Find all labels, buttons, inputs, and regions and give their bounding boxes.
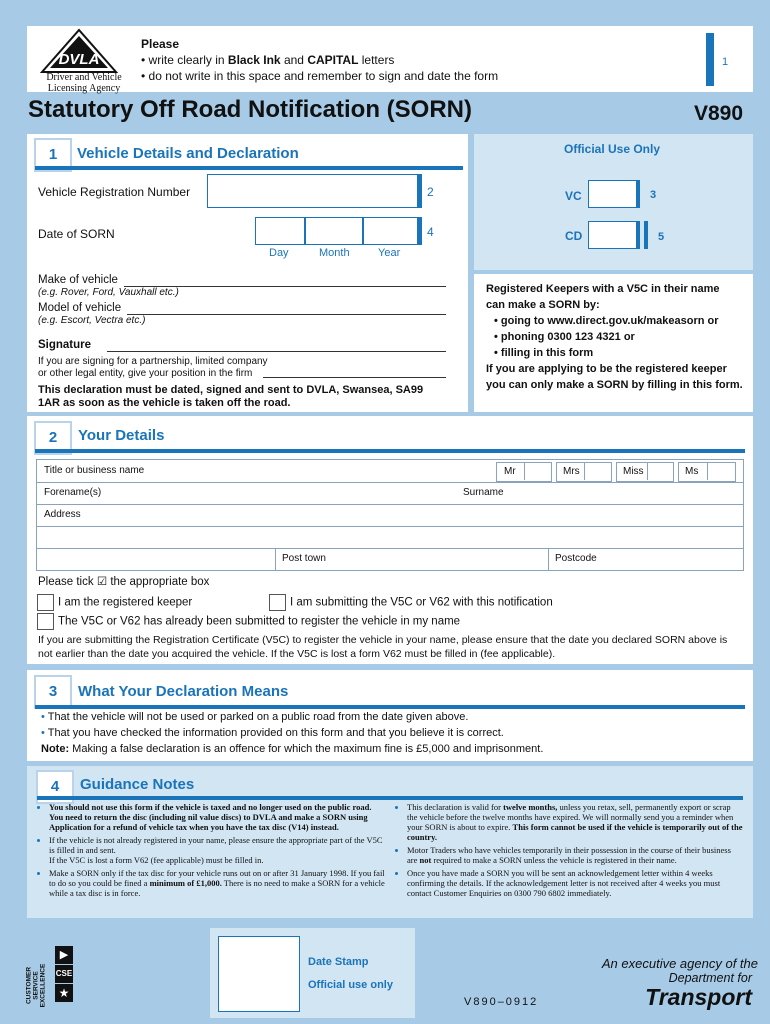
section4-panel <box>27 766 753 918</box>
instruction-2: • do not write in this space and remember to sign and date the form <box>141 69 499 83</box>
instructions-please: Please <box>141 37 180 51</box>
logo-lettering: DVLA <box>58 51 100 68</box>
mrs-label: Mrs <box>563 466 580 477</box>
guidance-left-3: • Make a SORN only if the tax disc for your vehicle runs out on or after 31 January 1998. If you fail to do so you could be fined a minimum of £1,000. There is no need to make a SORN for a vehicle while a tax disc is in force. <box>49 868 387 898</box>
signing-note-2: or other legal entity, give your position in the firm <box>38 368 253 379</box>
make-label: Make of vehicle <box>38 274 118 286</box>
keepers-item-3: • filling in this form <box>494 347 594 359</box>
dvla-logo <box>34 28 124 74</box>
form-version: V890–0912 <box>464 996 539 1008</box>
date-year-label: Year <box>378 247 401 259</box>
vrn-input[interactable] <box>207 174 419 208</box>
cd-ref: 5 <box>658 231 665 243</box>
option-registered-keeper[interactable] <box>37 594 192 611</box>
tick-instruction: Please tick ☑ the appropriate box <box>38 576 210 588</box>
signature-label: Signature <box>38 339 92 351</box>
vc-input[interactable] <box>588 180 638 208</box>
position-input[interactable] <box>263 367 446 378</box>
signature-input[interactable] <box>107 339 446 352</box>
miss-label: Miss <box>623 466 644 477</box>
date-stamp-panel <box>210 928 415 1018</box>
section3-title-rule <box>35 705 745 709</box>
mr-box[interactable] <box>524 462 551 480</box>
keepers-footer: If you are applying to be the registered keeper you can only make a SORN by filling in this form. <box>486 363 743 391</box>
dft-line2: Department for <box>668 971 752 985</box>
option-already-submitted[interactable] <box>37 613 460 630</box>
forename-label: Forename(s) <box>44 487 102 498</box>
section1-title-rule <box>35 166 463 170</box>
keepers-panel <box>474 274 753 412</box>
option-submitting-v5c-label: I am submitting the V5C or V62 with this notification <box>290 596 553 609</box>
title-input[interactable] <box>37 460 492 481</box>
postcode-label: Postcode <box>555 553 597 564</box>
submitting-v5c-checkbox[interactable] <box>269 594 286 611</box>
cd-end-bar <box>636 221 640 249</box>
keepers-item-2: • phoning 0300 123 4321 or <box>494 331 635 343</box>
date-ref: 4 <box>427 225 434 239</box>
cse-label-text: CUSTOMER SERVICE EXCELLENCE <box>25 963 47 1008</box>
keepers-item-1: • going to www.direct.gov.uk/makeasorn or <box>494 315 719 327</box>
miss-box[interactable] <box>647 462 673 480</box>
declaration-item-1: • That the vehicle will not be used or parked on a public road from the date given above. <box>41 711 469 723</box>
cse-star-icon: ★ <box>55 984 73 1002</box>
cse-arrow-icon: ▶ <box>55 946 73 964</box>
guidance-right-3: • Once you have made a SORN you will be sent an acknowledgement letter within 4 weeks confirming the details. If the acknowledgement letter is not received after 4 weeks you must contact Customer Enquiries on 0300 790 6802 immediately. <box>407 868 743 898</box>
guidance-left-1: • You should not use this form if the vehicle is taxed and no longer used on the public road. You need to return the disc (including nil value discs) to DVLA and make a SORN using Application for a refund of vehicle tax when you have the tax disc (V14) instead. <box>49 802 387 832</box>
section2-number: 2 <box>34 421 72 455</box>
date-input-year[interactable] <box>363 217 419 245</box>
surname-input[interactable] <box>457 483 743 504</box>
ms-label: Ms <box>685 466 699 477</box>
declaration-item-2: • That you have checked the information provided on this form and that you believe it is correct. <box>41 727 504 739</box>
vc-end-bar <box>636 180 640 208</box>
date-input-day[interactable] <box>255 217 305 245</box>
details-table <box>36 459 744 571</box>
form-code: V890 <box>694 102 744 125</box>
postcode-input[interactable] <box>548 549 744 570</box>
date-month-label: Month <box>319 247 350 259</box>
vrn-input-end-bar <box>417 174 422 208</box>
dft-line3: Transport <box>645 984 752 1010</box>
page-marker: 1 <box>722 56 729 68</box>
surname-label: Surname <box>463 487 504 498</box>
forename-input[interactable] <box>37 483 457 504</box>
section4-number: 4 <box>36 770 74 804</box>
ms-box[interactable] <box>707 462 735 480</box>
cd-input[interactable] <box>588 221 638 249</box>
cse-label <box>24 955 48 1011</box>
section1-title: Vehicle Details and Declaration <box>77 145 299 162</box>
page-marker-bar <box>706 33 714 86</box>
official-use-title: Official Use Only <box>563 142 661 156</box>
date-stamp-label: Date Stamp <box>308 956 369 968</box>
post-town-label: Post town <box>282 553 326 564</box>
tick-mark-icon: ☑ <box>96 576 108 588</box>
cse-badge: CSE <box>55 965 73 983</box>
guidance-right-1: • This declaration is valid for twelve months, unless you retax, sell, permanently export or scrap the vehicle before the twelve months have expired. We will normally send you a reminder when your SORN is about to expire. This form cannot be used if the vehicle is temporarily out of the country. <box>407 802 743 842</box>
section3-title: What Your Declaration Means <box>78 683 289 700</box>
make-input[interactable] <box>124 274 446 287</box>
vrn-label: Vehicle Registration Number <box>38 185 191 199</box>
vc-label: VC <box>565 189 582 203</box>
vrn-ref: 2 <box>427 185 434 199</box>
declaration-note: Note: Making a false declaration is an offence for which the maximum fine is £5,000 and imprisonment. <box>41 743 544 755</box>
instructions <box>141 36 498 84</box>
date-input-month[interactable] <box>305 217 363 245</box>
section3-number: 3 <box>34 675 72 709</box>
section2-panel <box>27 416 753 664</box>
keepers-line2: can make a SORN by: <box>486 299 600 311</box>
address-input-line3[interactable] <box>37 549 275 570</box>
date-day-label: Day <box>269 247 289 259</box>
mr-label: Mr <box>504 466 516 477</box>
keepers-line1: Registered Keepers with a V5C in their name <box>486 283 720 295</box>
guidance-right-column <box>395 802 743 901</box>
section4-title-rule <box>37 796 743 800</box>
miss-option[interactable] <box>616 462 674 482</box>
cd-label: CD <box>565 229 583 243</box>
option-registered-keeper-label: I am the registered keeper <box>58 596 193 609</box>
cd-end-bar-2 <box>644 221 648 249</box>
signing-note-1: If you are signing for a partnership, limited company <box>38 356 268 367</box>
section2-note: If you are submitting the Registration Certificate (V5C) to register the vehicle in your name, please ensure that the date you declared SORN above is not earlier than the date you acquired the vehicle. If the V5C is lost a form V62 must be filled in (fee applicable). <box>38 634 728 660</box>
guidance-left-column <box>37 802 387 901</box>
address-input-line1[interactable] <box>37 505 743 526</box>
official-use-panel <box>474 134 753 270</box>
dft-branding <box>540 956 758 1009</box>
date-label: Date of SORN <box>38 227 115 241</box>
keepers-intro <box>486 281 748 393</box>
section2-title-rule <box>35 449 745 453</box>
agency-name <box>34 72 134 94</box>
mrs-box[interactable] <box>584 462 611 480</box>
section4-title: Guidance Notes <box>80 776 195 793</box>
section2-title: Your Details <box>78 427 165 444</box>
option-submitting-v5c[interactable] <box>269 594 553 611</box>
mrs-option[interactable] <box>556 462 612 482</box>
post-town-input[interactable] <box>275 549 548 570</box>
dft-line1: An executive agency of the <box>601 956 758 971</box>
declaration-note: This declaration must be dated, signed and sent to DVLA, Swansea, SA99 1AR as soon as the vehicle is taken off the road. <box>38 384 424 409</box>
section1-panel <box>27 134 468 412</box>
registered-keeper-checkbox[interactable] <box>37 594 54 611</box>
section1-number: 1 <box>34 138 72 172</box>
vc-ref: 3 <box>650 189 657 201</box>
make-hint: (e.g. Rover, Ford, Vauxhall etc.) <box>38 287 179 298</box>
official-use-label: Official use only <box>308 979 393 991</box>
date-input-end-bar <box>417 217 422 245</box>
address-input-line2[interactable] <box>37 527 743 548</box>
address-label: Address <box>44 509 81 520</box>
guidance-right-2: • Motor Traders who have vehicles temporarily in their possession in the course of their business are not required to make a SORN unless the vehicle is registered in their name. <box>407 845 743 865</box>
date-stamp-box[interactable] <box>218 936 300 1012</box>
agency-name-line1: Driver and Vehicle <box>46 72 122 83</box>
ms-option[interactable] <box>678 462 736 482</box>
section3-panel <box>27 670 753 761</box>
model-hint: (e.g. Escort, Vectra etc.) <box>38 315 146 326</box>
option-already-submitted-label: The V5C or V62 has already been submitted to register the vehicle in my name <box>58 615 461 628</box>
model-label: Model of vehicle <box>38 302 122 314</box>
dvla-logo-icon <box>34 28 124 74</box>
guidance-left-2: • If the vehicle is not already registered in your name, please ensure the appropriate part of the V5C is filled in and sent. If the V5C is lost a form V62 (fee applicable) must be filled in. <box>49 835 387 865</box>
agency-name-line2: Licensing Agency <box>47 83 121 94</box>
title-label: Title or business name <box>44 465 145 476</box>
page-title: Statutory Off Road Notification (SORN) <box>28 96 472 123</box>
already-submitted-checkbox[interactable] <box>37 613 54 630</box>
mr-option[interactable] <box>496 462 552 482</box>
model-input[interactable] <box>127 302 446 315</box>
instruction-1: • write clearly in Black Ink and CAPITAL letters <box>141 53 395 67</box>
